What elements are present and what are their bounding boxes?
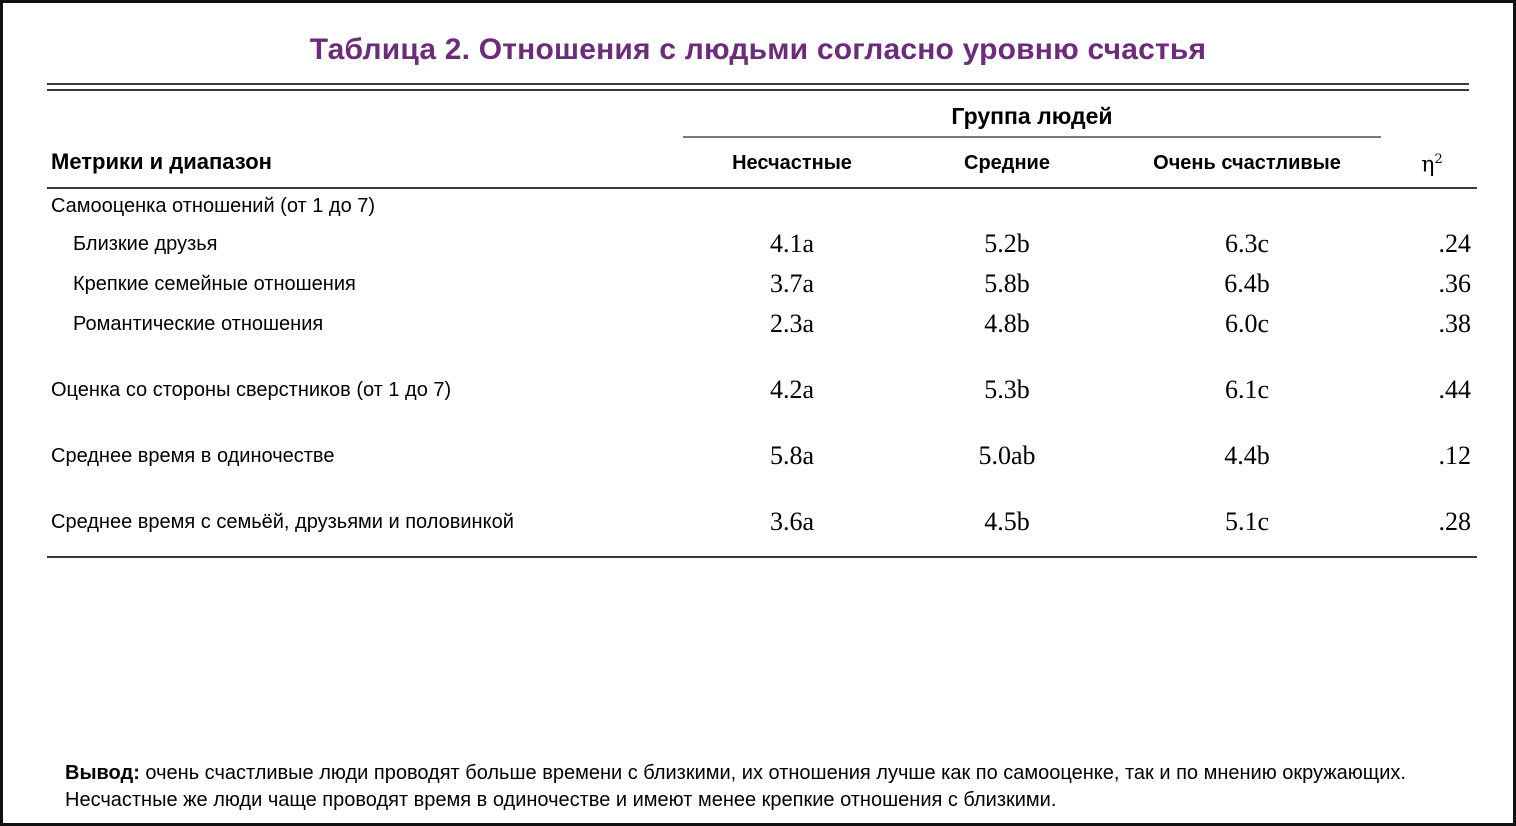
blank-cell bbox=[677, 189, 907, 224]
cell-veryhappy: 5.1c bbox=[1224, 507, 1270, 536]
table-container bbox=[47, 91, 1469, 748]
cell-eta: .38 bbox=[1438, 309, 1471, 338]
row-spacer bbox=[47, 344, 1477, 370]
table-row bbox=[47, 502, 1477, 542]
section-heading: Самооценка отношений (от 1 до 7) bbox=[51, 195, 376, 217]
cell-eta: .44 bbox=[1438, 375, 1471, 404]
row-label: Среднее время в одиночестве bbox=[51, 444, 335, 467]
row-label: Крепкие семейные отношения bbox=[73, 272, 356, 295]
table-row bbox=[47, 436, 1477, 476]
table-row bbox=[47, 224, 1477, 264]
column-header-metrics: Метрики и диапазон bbox=[51, 149, 272, 174]
cell-average: 5.8b bbox=[984, 269, 1030, 298]
column-header-row bbox=[47, 139, 1477, 187]
page-title: Таблица 2. Отношения с людьми согласно уровню счастья bbox=[309, 33, 1207, 66]
cell-unhappy: 2.3a bbox=[769, 309, 815, 338]
empty-eta-corner bbox=[1387, 91, 1477, 134]
empty-corner bbox=[47, 91, 677, 134]
cell-unhappy: 3.6a bbox=[769, 507, 815, 536]
data-table bbox=[47, 91, 1477, 558]
row-spacer bbox=[47, 476, 1477, 502]
cell-veryhappy: 6.4b bbox=[1224, 269, 1270, 298]
cell-eta: .28 bbox=[1438, 507, 1471, 536]
row-label: Оценка со стороны сверстников (от 1 до 7) bbox=[51, 378, 452, 401]
column-header-unhappy: Несчастные bbox=[732, 152, 852, 174]
cell-unhappy: 4.1a bbox=[769, 229, 815, 258]
group-header-label: Группа людей bbox=[951, 103, 1113, 129]
top-double-rule bbox=[47, 83, 1469, 91]
row-spacer bbox=[47, 542, 1477, 556]
blank-cell bbox=[1107, 189, 1387, 224]
column-header-eta bbox=[1387, 139, 1477, 187]
cell-veryhappy: 6.1c bbox=[1224, 375, 1270, 404]
note-text: очень счастливые люди проводят больше времени с близкими, их отношения лучше как по самооценке, так и по мнению окружающих. Несчастные же люди чаще проводят время в одиночестве и имеют менее крепкие отношения с близкими. bbox=[65, 762, 1406, 811]
note-lead: Вывод: bbox=[65, 762, 140, 785]
cell-unhappy: 4.2a bbox=[769, 375, 815, 404]
cell-unhappy: 3.7a bbox=[769, 269, 815, 298]
table-row bbox=[47, 304, 1477, 344]
column-header-average: Средние bbox=[964, 152, 1050, 174]
eta-symbol: η bbox=[1421, 152, 1435, 177]
column-header-veryhappy: Очень счастливые bbox=[1153, 152, 1341, 174]
cell-veryhappy: 6.3c bbox=[1224, 229, 1270, 258]
cell-veryhappy: 4.4b bbox=[1224, 441, 1270, 470]
table-row bbox=[47, 264, 1477, 304]
row-spacer bbox=[47, 410, 1477, 436]
row-label: Близкие друзья bbox=[73, 232, 218, 255]
bottom-rule-cell bbox=[47, 556, 1477, 558]
row-label: Романтические отношения bbox=[73, 312, 324, 335]
table-note bbox=[47, 748, 1469, 813]
row-label: Среднее время с семьёй, друзьями и половинкой bbox=[51, 510, 514, 533]
blank-cell bbox=[1387, 189, 1477, 224]
section-heading-row bbox=[47, 189, 1477, 224]
cell-eta: .36 bbox=[1438, 269, 1471, 298]
cell-average: 5.0ab bbox=[978, 441, 1036, 470]
cell-unhappy: 5.8a bbox=[769, 441, 815, 470]
cell-average: 4.8b bbox=[984, 309, 1030, 338]
cell-average: 4.5b bbox=[984, 507, 1030, 536]
cell-veryhappy: 6.0c bbox=[1224, 309, 1270, 338]
group-header-row bbox=[47, 91, 1477, 134]
bottom-rule-row bbox=[47, 556, 1477, 558]
cell-eta: .12 bbox=[1438, 441, 1471, 470]
cell-eta: .24 bbox=[1438, 229, 1471, 258]
cell-average: 5.2b bbox=[984, 229, 1030, 258]
cell-average: 5.3b bbox=[984, 375, 1030, 404]
eta-exponent: 2 bbox=[1434, 151, 1443, 167]
blank-cell bbox=[907, 189, 1107, 224]
table-row bbox=[47, 370, 1477, 410]
